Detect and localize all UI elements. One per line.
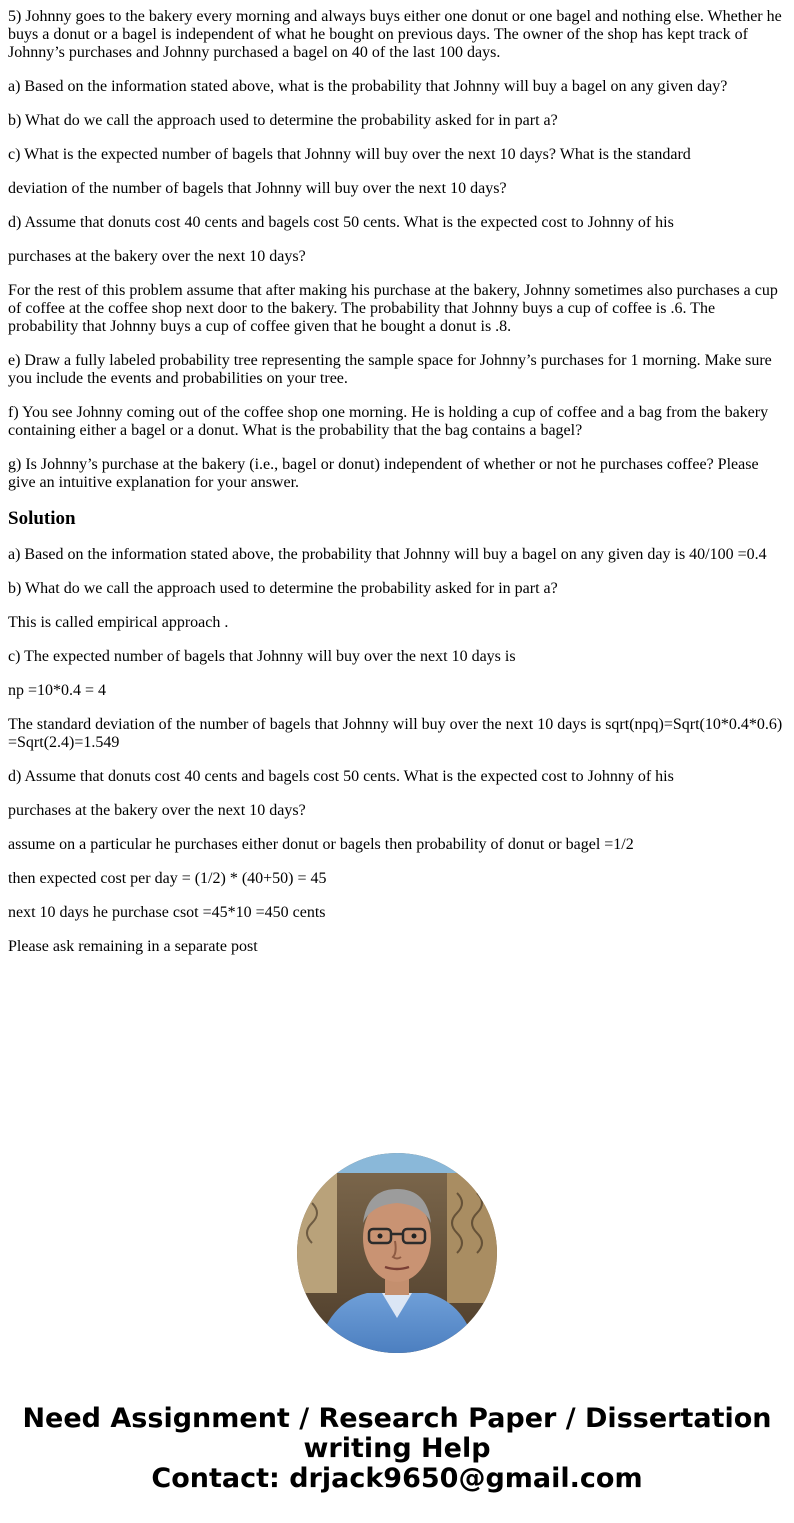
solution-c-intro: c) The expected number of bagels that Johnny will buy over the next 10 days is xyxy=(8,648,516,665)
question-e: e) Draw a fully labeled probability tree representing the sample space for Johnny’s purchases for 1 morning. Make sure you include the events and probabilities on your tree. xyxy=(8,352,772,387)
solution-c-sd: The standard deviation of the number of bagels that Johnny will buy over the next 10 days is sqrt(npq)=Sqrt(10*0.4*0.6) =Sqrt(2.4)=1.549 xyxy=(8,716,783,751)
question-g: g) Is Johnny’s purchase at the bakery (i.e., bagel or donut) independent of whether or not he purchases coffee? Please give an intuitive explanation for your answer. xyxy=(8,456,759,491)
contact-email: Contact: drjack9650@gmail.com xyxy=(151,1463,643,1494)
solution-d-line2: purchases at the bakery over the next 10 days? xyxy=(8,802,306,819)
solution-heading: Solution xyxy=(8,508,76,529)
question-c-line2: deviation of the number of bagels that Johnny will buy over the next 10 days? xyxy=(8,180,507,197)
solution-closing: Please ask remaining in a separate post xyxy=(8,938,258,955)
question-b: b) What do we call the approach used to determine the probability asked for in part a? xyxy=(8,112,558,129)
solution-a: a) Based on the information stated above, the probability that Johnny will buy a bagel on any given day is 40/100 =0.4 xyxy=(8,546,767,563)
question-d-line2: purchases at the bakery over the next 10 days? xyxy=(8,248,306,265)
question-c-line1: c) What is the expected number of bagels that Johnny will buy over the next 10 days? What is the standard xyxy=(8,146,691,163)
author-avatar xyxy=(297,1153,497,1353)
solution-c-np: np =10*0.4 = 4 xyxy=(8,682,107,699)
question-rest: For the rest of this problem assume that after making his purchase at the bakery, Johnny sometimes also purchases a cup of coffee at the coffee shop next door to the bakery. The probability that Johnny buys a cup of coffee is .6. The probability that Johnny buys a cup of coffee given that he bought a donut is .8. xyxy=(8,282,778,335)
solution-d-line1: d) Assume that donuts cost 40 cents and bagels cost 50 cents. What is the expected cost to Johnny of his xyxy=(8,768,674,785)
solution-d-total: next 10 days he purchase csot =45*10 =450 cents xyxy=(8,904,326,921)
question-f: f) You see Johnny coming out of the coffee shop one morning. He is holding a cup of coffee and a bag from the bakery containing either a bagel or a donut. What is the probability that the bag contains a bagel? xyxy=(8,404,769,439)
question-intro: 5) Johnny goes to the bakery every morning and always buys either one donut or one bagel and nothing else. Whether he buys a donut or a bagel is independent of what he bought on previous days. The owner of the shop has kept track of Johnny’s purchases and Johnny purchased a bagel on 40 of the last 100 days. xyxy=(8,8,782,61)
question-a: a) Based on the information stated above, what is the probability that Johnny will buy a bagel on any given day? xyxy=(8,78,728,95)
solution-d-assume: assume on a particular he purchases either donut or bagels then probability of donut or bagel =1/2 xyxy=(8,836,634,853)
banner-line-1: Need Assignment / Research Paper / Dissertation xyxy=(22,1403,772,1434)
contact-banner xyxy=(0,1404,794,1494)
author-portrait-image xyxy=(297,1153,497,1353)
banner-line-2: writing Help xyxy=(303,1433,491,1464)
document-body xyxy=(8,8,786,972)
solution-b-answer: This is called empirical approach . xyxy=(8,614,229,631)
solution-b-question: b) What do we call the approach used to determine the probability asked for in part a? xyxy=(8,580,558,597)
solution-d-per-day: then expected cost per day = (1/2) * (40+50) = 45 xyxy=(8,870,327,887)
question-d-line1: d) Assume that donuts cost 40 cents and bagels cost 50 cents. What is the expected cost to Johnny of his xyxy=(8,214,674,231)
